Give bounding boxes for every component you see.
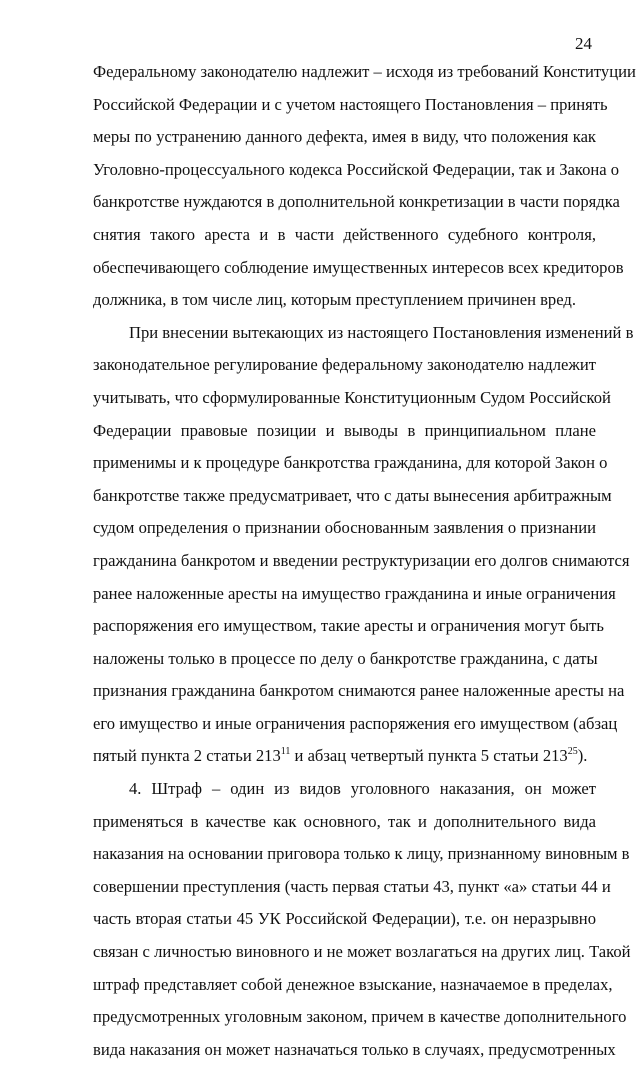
text-line: ранее наложенные аресты на имущество гражданина и иные ограничения — [93, 583, 616, 603]
text-line: применяться в качестве как основного, так и дополнительного вида — [93, 811, 596, 831]
text-line: законодательное регулирование федеральному законодателю надлежит — [93, 355, 596, 375]
text-line: распоряжения его имуществом, такие аресты и ограничения могут быть — [93, 616, 604, 636]
text-fragment: ). — [577, 746, 588, 766]
paragraph-1 — [93, 56, 636, 317]
text-line-with-footnotes — [93, 740, 596, 773]
text-line: банкротстве нуждаются в дополнительной конкретизации в части порядка — [93, 192, 620, 212]
text-line: его имущество и иные ограничения распоряжения его имуществом (абзац — [93, 713, 618, 733]
paragraph-3 — [93, 773, 631, 1066]
text-line: должника, в том числе лиц, которым преступлением причинен вред. — [93, 290, 576, 310]
text-line: Федерации правовые позиции и выводы в принципиальном плане — [93, 420, 596, 440]
text-fragment: и абзац четвертый пункта 5 статьи 213 — [290, 746, 568, 766]
text-line: гражданина банкротом и введении реструктуризации его долгов снимаются — [93, 550, 630, 570]
document-body — [93, 56, 636, 1066]
text-line: учитывать, что сформулированные Конституционным Судом Российской — [93, 387, 611, 407]
text-line: наложены только в процессе по делу о банкротстве гражданина, с даты — [93, 648, 598, 668]
text-line: меры по устранению данного дефекта, имея в виду, что положения как — [93, 127, 596, 147]
text-line: штраф представляет собой денежное взыскание, назначаемое в пределах, — [93, 974, 613, 994]
text-line: Уголовно-процессуального кодекса Российской Федерации, так и Закона о — [93, 159, 620, 179]
superscript-index: 11 — [280, 746, 291, 758]
paragraph-2 — [93, 317, 634, 773]
text-line: вида наказания он может назначаться только в случаях, предусмотренных — [93, 1039, 616, 1059]
text-fragment: пятый пункта 2 статьи 213 — [93, 746, 281, 766]
text-line: При внесении вытекающих из настоящего Постановления изменений в — [129, 322, 634, 342]
text-line: судом определения о признании обоснованным заявления о признании — [93, 518, 596, 538]
superscript-index: 25 — [567, 746, 578, 758]
text-line: 4. Штраф – один из видов уголовного наказания, он может — [129, 779, 596, 799]
text-line: часть вторая статьи 45 УК Российской Федерации), т.е. он неразрывно — [93, 909, 596, 929]
text-line: совершении преступления (часть первая статьи 43, пункт «а» статьи 44 и — [93, 876, 611, 896]
text-line: наказания на основании приговора только к лицу, признанному виновным в — [93, 844, 630, 864]
text-line: Российской Федерации и с учетом настоящего Постановления – принять — [93, 94, 608, 114]
text-line: признания гражданина банкротом снимаются ранее наложенные аресты на — [93, 681, 625, 701]
text-line: связан с личностью виновного и не может возлагаться на других лиц. Такой — [93, 942, 631, 962]
text-line: обеспечивающего соблюдение имущественных интересов всех кредиторов — [93, 257, 624, 277]
text-line: снятия такого ареста и в части действенного судебного контроля, — [93, 224, 596, 244]
text-line: банкротстве также предусматривает, что с даты вынесения арбитражным — [93, 485, 612, 505]
text-line: Федеральному законодателю надлежит – исходя из требований Конституции — [93, 62, 636, 81]
page-number: 24 — [575, 34, 592, 53]
text-line: предусмотренных уголовным законом, причем в качестве дополнительного — [93, 1007, 627, 1027]
text-line: применимы и к процедуре банкротства гражданина, для которой Закон о — [93, 453, 608, 473]
